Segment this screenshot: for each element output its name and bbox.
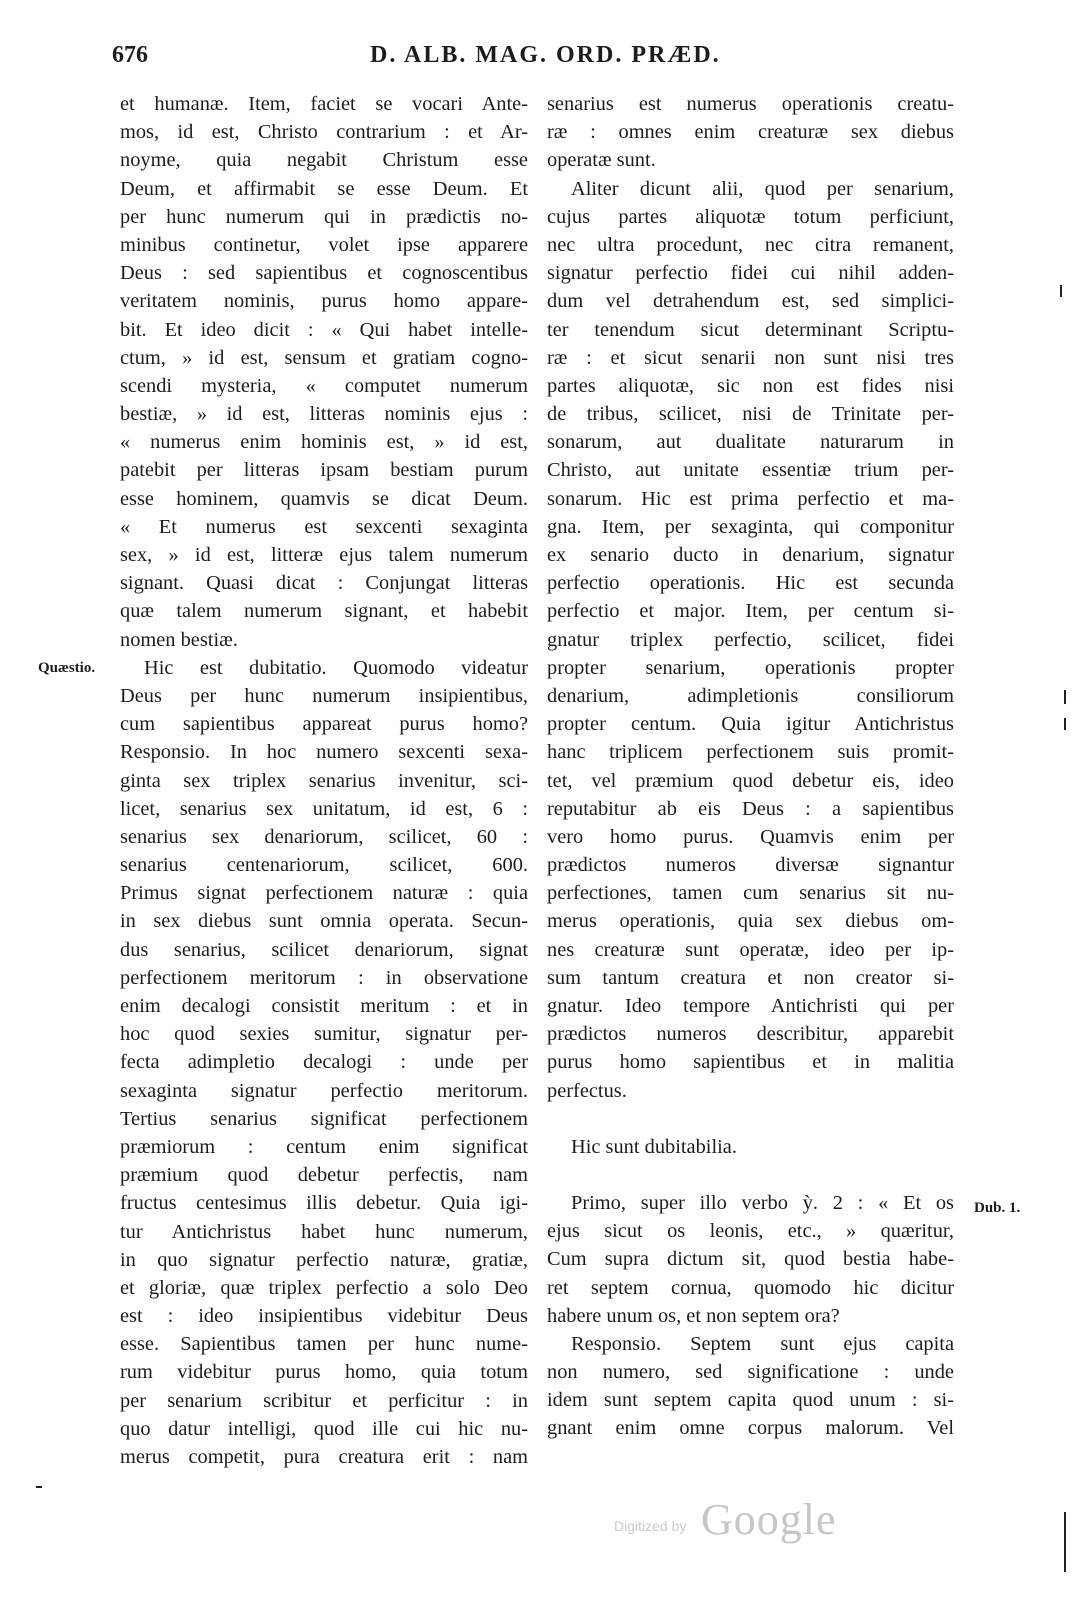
text-line: gna. Item, per sexaginta, qui componitur: [547, 515, 954, 538]
text-line: Deum, et affirmabit se esse Deum. Et: [120, 177, 528, 200]
text-line: signant. Quasi dicat : Conjungat litteras: [120, 572, 528, 595]
text-line: Responsio. In hoc numero sexcenti sexa-: [120, 741, 528, 764]
text-line: Aliter dicunt alii, quod per senarium,: [571, 177, 954, 200]
text-line: perfectiones, tamen cum senarius sit nu-: [547, 882, 954, 905]
margin-note-dub: Dub. 1.: [974, 1200, 1021, 1216]
text-line: gnant enim omne corpus malorum. Vel: [547, 1417, 954, 1440]
text-line: mos, id est, Christo contrarium : et Ar-: [120, 121, 528, 144]
text-line: idem sunt septem capita quod unum : si-: [547, 1389, 954, 1412]
text-line: ter tenendum sicut determinant Scriptu-: [547, 318, 954, 341]
text-line: ret septem cornua, quomodo hic dicitur: [547, 1276, 954, 1299]
right-text-column: [547, 90, 954, 1443]
text-line: ræ : et sicut senarii non sunt nisi tres: [547, 346, 954, 369]
text-line: signatur perfectio fidei cui nihil adden-: [547, 262, 954, 285]
text-line: habere unum os, et non septem ora?: [547, 1304, 840, 1327]
text-line: perfectionem meritorum : in observatione: [120, 966, 528, 989]
text-line: purus homo sapientibus et in malitia: [547, 1051, 954, 1074]
text-line: ginta sex triplex senarius invenitur, sci-: [120, 769, 528, 792]
text-line: Cum supra dictum sit, quod bestia habe-: [547, 1248, 954, 1271]
text-line: de tribus, scilicet, nisi de Trinitate per-: [547, 403, 954, 426]
text-line: veritatem nominis, purus homo appare-: [120, 290, 528, 313]
text-line: Primus signat perfectionem naturæ : quia: [120, 882, 528, 905]
text-line: cujus partes aliquotæ totum perficiunt,: [547, 205, 954, 228]
scan-speck: [36, 1486, 42, 1488]
text-line: præmiorum : centum enim significat: [120, 1135, 528, 1158]
text-line: propter centum. Quia igitur Antichristus: [547, 713, 954, 736]
text-line: reputabitur ab eis Deus : a sapientibus: [547, 797, 954, 820]
text-line: partes aliquotæ, sic non est fides nisi: [547, 374, 954, 397]
text-line: in quo signatur perfectio naturæ, gratiæ,: [120, 1248, 528, 1271]
text-line: per senarium scribitur et perficitur : in: [120, 1389, 528, 1412]
text-line: senarius est numerus operationis creatu-: [547, 93, 954, 115]
page-number: 676: [112, 42, 148, 68]
scan-speck: [1064, 1512, 1066, 1572]
text-line: nec ultra procedunt, nec citra remanent,: [547, 233, 954, 256]
text-line: ræ : omnes enim creaturæ sex diebus: [547, 121, 954, 144]
scan-speck: [1060, 285, 1062, 297]
text-line: minibus continetur, volet ipse apparere: [120, 233, 528, 256]
text-line: nes creaturæ sunt operatæ, ideo per ip-: [547, 938, 954, 961]
text-line: cum sapientibus appareat purus homo?: [120, 713, 528, 736]
text-line: per hunc numerum qui in prædictis no-: [120, 205, 528, 228]
text-line: esse. Sapientibus tamen per hunc nume-: [120, 1333, 528, 1356]
text-line: propter senarium, operationis propter: [547, 656, 954, 679]
text-line: Hic est dubitatio. Quomodo videatur: [144, 656, 528, 679]
text-line: quo datur intelligi, quod ille cui hic nu-: [120, 1417, 528, 1440]
text-line: non numero, sed significatione : unde: [547, 1361, 954, 1384]
text-line: est : ideo insipientibus videbitur Deus: [120, 1305, 528, 1328]
google-logo: Google: [701, 1495, 837, 1544]
text-line: sexaginta signatur perfectio meritorum.: [120, 1079, 528, 1102]
text-line: et humanæ. Item, faciet se vocari Ante-: [120, 93, 528, 115]
running-title: D. ALB. MAG. ORD. PRÆD.: [370, 42, 721, 68]
text-line: sonarum. Hic est prima perfectio et ma-: [547, 487, 954, 510]
text-line: gnatur. Ideo tempore Antichristi qui per: [547, 995, 954, 1017]
text-line: fructus centesimus illis debetur. Quia igi-: [120, 1192, 528, 1215]
text-line: licet, senarius sex unitatum, id est, 6 :: [120, 797, 528, 820]
text-line: Christo, aut unitate essentiæ trium per-: [547, 459, 954, 482]
page-header: [0, 42, 1091, 78]
text-line: scendi mysteria, « computet numerum: [120, 374, 528, 397]
margin-note-quaestio: Quæstio.: [38, 660, 96, 676]
text-line: Tertius senarius significat perfectionem: [120, 1107, 528, 1130]
text-line: enim decalogi consistit meritum : et in: [120, 995, 528, 1017]
text-line: Deus per hunc numerum insipientibus,: [120, 684, 528, 707]
text-line: senarius centenariorum, scilicet, 600.: [120, 854, 528, 877]
text-line: prædictos numeros describitur, apparebit: [547, 1023, 954, 1046]
digitized-by-google-watermark: [614, 1494, 837, 1544]
text-line: sex, » id est, litteræ ejus talem numerum: [120, 544, 528, 566]
digitized-by-label: Digitized by: [614, 1518, 687, 1534]
text-line: sonarum, aut dualitate naturarum in: [547, 431, 954, 454]
text-line: ctum, » id est, sensum et gratiam cogno-: [120, 346, 528, 369]
text-line: hoc quod sexies sumitur, signatur per-: [120, 1023, 528, 1046]
text-line: sum tantum creatura et non creator si-: [547, 966, 954, 989]
text-line: patebit per litteras ipsam bestiam purum: [120, 459, 528, 482]
text-line: « Et numerus est sexcenti sexaginta: [120, 515, 528, 538]
text-line: et gloriæ, quæ triplex perfectio a solo Deo: [120, 1276, 528, 1299]
text-line: bestiæ, » id est, litteras nominis ejus :: [120, 403, 528, 426]
text-line: esse hominem, quamvis se dicat Deum.: [120, 487, 528, 510]
text-line: denarium, adimpletionis consiliorum: [547, 684, 954, 707]
scan-speck: [1064, 690, 1066, 704]
text-line: ex senario ducto in denarium, signatur: [547, 544, 954, 566]
text-line: ejus sicut os leonis, etc., » quæritur,: [547, 1220, 954, 1243]
text-line: merus competit, pura creatura erit : nam: [120, 1446, 528, 1468]
text-line: Primo, super illo verbo ỳ. 2 : « Et os: [571, 1191, 954, 1214]
text-line: prædictos numeros diversæ signantur: [547, 854, 954, 877]
text-line: præmium quod debetur perfectis, nam: [120, 1164, 528, 1187]
text-line: tet, vel præmium quod debetur eis, ideo: [547, 769, 954, 792]
text-line: « numerus enim hominis est, » id est,: [120, 431, 528, 454]
text-line: vero homo purus. Quamvis enim per: [547, 825, 954, 848]
text-line: in sex diebus sunt omnia operata. Secun-: [120, 910, 528, 933]
text-line: dum vel detrahendum est, sed simplici-: [547, 290, 954, 313]
text-line: noyme, quia negabit Christum esse: [120, 149, 528, 172]
left-text-column: [120, 90, 528, 1471]
text-line: perfectus.: [547, 1079, 627, 1102]
scan-speck: [1064, 718, 1066, 730]
text-line: merus operationis, quia sex diebus om-: [547, 910, 954, 933]
text-line: nomen bestiæ.: [120, 628, 238, 651]
text-line: senarius sex denariorum, scilicet, 60 :: [120, 825, 528, 848]
text-line: perfectio operationis. Hic est secunda: [547, 572, 954, 595]
text-line: Deus : sed sapientibus et cognoscentibus: [120, 262, 528, 285]
paragraph-gap: [547, 1161, 954, 1189]
text-line: operatæ sunt.: [547, 149, 656, 172]
text-line: fecta adimpletio decalogi : unde per: [120, 1051, 528, 1074]
text-line: perfectio et major. Item, per centum si-: [547, 600, 954, 623]
text-line: bit. Et ideo dicit : « Qui habet intelle-: [120, 318, 528, 341]
text-line: tur Antichristus habet hunc numerum,: [120, 1220, 528, 1243]
text-line: quæ talem numerum signant, et habebit: [120, 600, 528, 623]
text-line: rum videbitur purus homo, quia totum: [120, 1361, 528, 1384]
text-line: gnatur triplex perfectio, scilicet, fidei: [547, 628, 954, 651]
text-line: dus senarius, scilicet denariorum, signat: [120, 938, 528, 961]
paragraph-gap: [547, 1105, 954, 1133]
text-line: Responsio. Septem sunt ejus capita: [571, 1332, 954, 1355]
text-line: hanc triplicem perfectionem suis promit-: [547, 741, 954, 764]
text-line: Hic sunt dubitabilia.: [571, 1135, 737, 1158]
